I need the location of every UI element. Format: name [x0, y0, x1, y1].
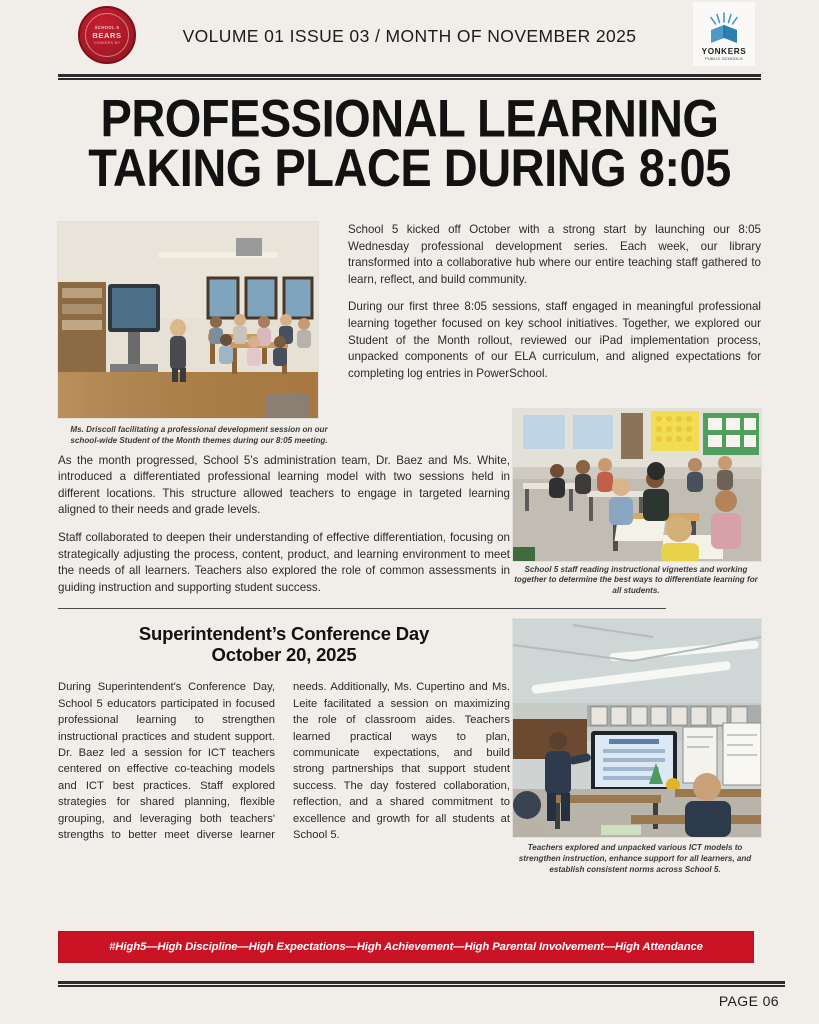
paragraph-2: During our first three 8:05 sessions, staff engaged in meaningful professional learning together focused on key school initiatives. Together, we explored our Student of the Month rollout, reviewed our iPad implementation process, unpacked components of our ELA curriculum, and aligned expectations for completing log entries in PowerSchool. [348, 300, 761, 380]
district-logo [693, 2, 755, 66]
header-rule [58, 74, 761, 80]
paragraph-4: Staff collaborated to deepen their understanding of effective differentiation, focusing on strategically adjusting the process, content, product, and learning environment to meet the needs of all learners. Teachers also explored the role of common assessments in guiding instruction and supporting student success. [58, 530, 510, 594]
section-divider [58, 608, 666, 609]
high5-banner [58, 931, 754, 963]
section-one-bottom [58, 453, 761, 610]
section-one-lower-text [58, 453, 510, 610]
high5-banner-text: #High5—High Discipline—High Expectations—High Achievement—High Parental Involvement—High Attendance [109, 941, 703, 953]
school-seal-logo [78, 6, 136, 64]
library-pd-photo [58, 222, 318, 418]
district-logo-subtitle: PUBLIC SCHOOLS [705, 55, 743, 61]
seal-top-text: SCHOOL 5 [94, 25, 120, 30]
page-number: PAGE 06 [718, 993, 779, 1009]
photo-one-wrapper [58, 222, 334, 447]
section-one-text-column [348, 222, 761, 393]
section-two-heading-line1: Superintendent’s Conference Day [138, 623, 430, 645]
headline-line-1: PROFESSIONAL LEARNING [100, 88, 719, 148]
section-two-columns [58, 679, 510, 843]
footer-rule [58, 981, 785, 987]
section-two-body: During Superintendent's Conference Day, School 5 educators participated in focused professional learning to strengthen instructional practices and student support. Dr. Baez led a session for ICT teachers centered on effective co-teaching models and ICT best practices. Staff explored strategies for shared planning, flexible grouping, and leveraging both teachers' strengths to better meet diverse learner needs. Additionally, Ms. Cupertino and Ms. Leite facilitated a session on maximizing the role of classroom aides. Teachers learned practical ways to plan, communicate expectations, and build strong partnerships that support student success. The day fostered collaboration, reflection, and a shared commitment to excellence and growth for all students at School 5. [58, 681, 510, 841]
ict-presentation-photo [513, 619, 761, 837]
section-two [58, 623, 761, 874]
district-logo-name: YONKERS [701, 46, 747, 56]
staff-vignettes-photo [513, 409, 761, 561]
library-pd-photo-art [58, 222, 318, 418]
article-content [0, 222, 819, 874]
photo-two-caption: School 5 staff reading instructional vignettes and working together to determine the best ways to differentiate learning for all students. [514, 564, 758, 596]
page-title [30, 88, 789, 198]
seal-word-text: BEARS [92, 31, 122, 40]
open-book-icon [704, 12, 744, 46]
volume-issue-line: VOLUME 01 ISSUE 03 / MONTH OF NOVEMBER 2025 [182, 25, 637, 46]
section-two-heading [58, 623, 510, 665]
headline-line-2: TAKING PLACE DURING 8:05 [88, 137, 731, 198]
seal-inner [85, 13, 129, 57]
staff-vignettes-photo-art [513, 409, 761, 561]
photo-one-caption: Ms. Driscoll facilitating a professional development session on our school-wide Student of the Month themes during our 8:05 meeting. [70, 425, 328, 445]
masthead [58, 0, 761, 72]
section-two-heading-line2: October 20, 2025 [211, 644, 357, 666]
ict-presentation-photo-art [513, 619, 761, 837]
photo-three-caption: Teachers explored and unpacked various ICT models to strengthen instruction, enhance support for all learners, and establish consistent norms across School 5. [518, 843, 752, 874]
paragraph-3: As the month progressed, School 5's administration team, Dr. Baez and Ms. White, introduced a differentiated professional learning model with two sessions held in different locations. This structure allowed teachers to engage in targeted learning aligned to their needs and grade levels. [58, 453, 510, 517]
paragraph-1: School 5 kicked off October with a strong start by launching our 8:05 Wednesday professional development series. Each week, our library transformed into a collaborative hub where our entire teaching staff gathered to learn, reflect, and build community. [348, 223, 761, 286]
seal-bottom-text: YONKERS NY [93, 41, 121, 45]
